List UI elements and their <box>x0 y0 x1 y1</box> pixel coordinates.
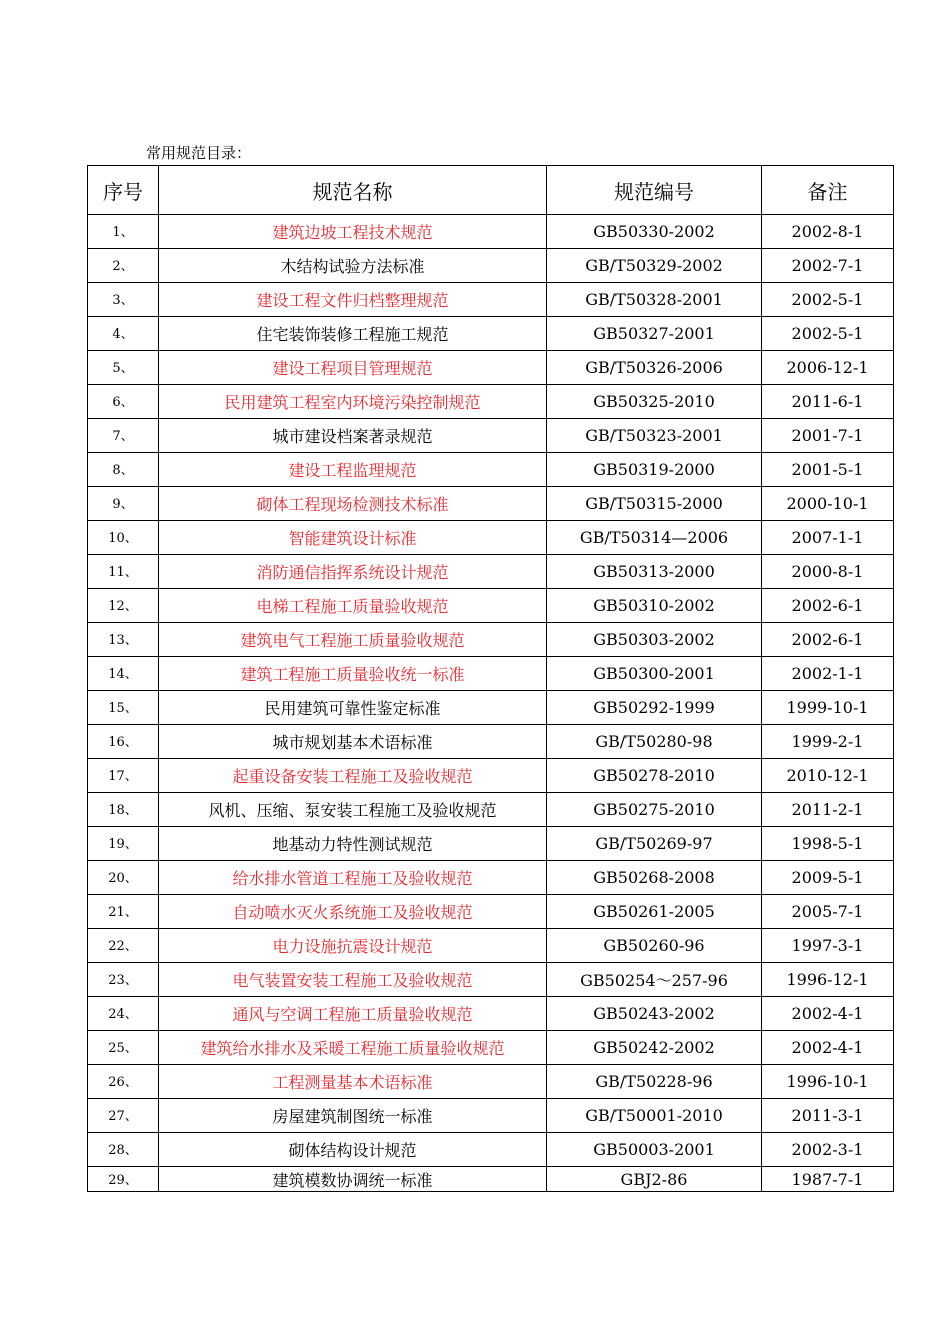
spec-name: 民用建筑工程室内环境污染控制规范 <box>159 385 547 419</box>
spec-name: 自动喷水灭火系统施工及验收规范 <box>159 895 547 929</box>
spec-code: GB50327-2001 <box>547 317 762 351</box>
row-number: 29、 <box>88 1167 159 1192</box>
spec-name: 工程测量基本术语标准 <box>159 1065 547 1099</box>
row-number: 8、 <box>88 453 159 487</box>
spec-code: GB/T50001-2010 <box>547 1099 762 1133</box>
spec-code: GB50260-96 <box>547 929 762 963</box>
spec-code: GBJ2-86 <box>547 1167 762 1192</box>
spec-note: 2002-8-1 <box>762 215 894 249</box>
spec-code: GB50303-2002 <box>547 623 762 657</box>
spec-note: 2002-6-1 <box>762 623 894 657</box>
spec-note: 2000-10-1 <box>762 487 894 521</box>
spec-note: 2002-4-1 <box>762 1031 894 1065</box>
row-number: 22、 <box>88 929 159 963</box>
spec-code: GB/T50269-97 <box>547 827 762 861</box>
spec-note: 1999-10-1 <box>762 691 894 725</box>
table-row <box>88 487 894 521</box>
row-number: 17、 <box>88 759 159 793</box>
row-number: 26、 <box>88 1065 159 1099</box>
row-number: 15、 <box>88 691 159 725</box>
spec-name: 智能建筑设计标准 <box>159 521 547 555</box>
spec-name: 房屋建筑制图统一标准 <box>159 1099 547 1133</box>
table-row <box>88 827 894 861</box>
spec-name: 住宅装饰装修工程施工规范 <box>159 317 547 351</box>
table-row <box>88 521 894 555</box>
row-number: 6、 <box>88 385 159 419</box>
spec-note: 2005-7-1 <box>762 895 894 929</box>
row-number: 28、 <box>88 1133 159 1167</box>
spec-name: 城市规划基本术语标准 <box>159 725 547 759</box>
spec-name: 木结构试验方法标准 <box>159 249 547 283</box>
spec-code: GB50330-2002 <box>547 215 762 249</box>
spec-note: 2002-5-1 <box>762 317 894 351</box>
table-row <box>88 861 894 895</box>
spec-note: 2002-6-1 <box>762 589 894 623</box>
spec-code: GB50243-2002 <box>547 997 762 1031</box>
spec-note: 2001-7-1 <box>762 419 894 453</box>
table-row <box>88 963 894 997</box>
table-row <box>88 555 894 589</box>
table-row <box>88 317 894 351</box>
spec-code: GB/T50315-2000 <box>547 487 762 521</box>
table-row <box>88 623 894 657</box>
table-row <box>88 1133 894 1167</box>
table-row <box>88 351 894 385</box>
row-number: 11、 <box>88 555 159 589</box>
row-number: 4、 <box>88 317 159 351</box>
spec-note: 2011-6-1 <box>762 385 894 419</box>
row-number: 2、 <box>88 249 159 283</box>
spec-note: 1997-3-1 <box>762 929 894 963</box>
spec-code: GB/T50323-2001 <box>547 419 762 453</box>
row-number: 27、 <box>88 1099 159 1133</box>
row-number: 5、 <box>88 351 159 385</box>
table-row <box>88 657 894 691</box>
spec-table <box>87 165 894 1192</box>
spec-code: GB50325-2010 <box>547 385 762 419</box>
spec-note: 1996-12-1 <box>762 963 894 997</box>
table-row <box>88 453 894 487</box>
spec-code: GB50003-2001 <box>547 1133 762 1167</box>
row-number: 23、 <box>88 963 159 997</box>
spec-name: 民用建筑可靠性鉴定标准 <box>159 691 547 725</box>
table-row <box>88 1031 894 1065</box>
spec-note: 2002-3-1 <box>762 1133 894 1167</box>
spec-name: 起重设备安装工程施工及验收规范 <box>159 759 547 793</box>
table-header-row <box>88 166 894 215</box>
row-number: 13、 <box>88 623 159 657</box>
header-no: 序号 <box>88 166 159 215</box>
spec-note: 2011-2-1 <box>762 793 894 827</box>
spec-name: 建筑模数协调统一标准 <box>159 1167 547 1192</box>
table-row <box>88 1167 894 1192</box>
table-row <box>88 793 894 827</box>
spec-note: 1987-7-1 <box>762 1167 894 1192</box>
spec-name: 建筑给水排水及采暖工程施工质量验收规范 <box>159 1031 547 1065</box>
spec-note: 1996-10-1 <box>762 1065 894 1099</box>
row-number: 7、 <box>88 419 159 453</box>
spec-code: GB50242-2002 <box>547 1031 762 1065</box>
spec-code: GB50254～257-96 <box>547 963 762 997</box>
spec-name: 电气装置安装工程施工及验收规范 <box>159 963 547 997</box>
table-body <box>88 215 894 1192</box>
spec-code: GB50268-2008 <box>547 861 762 895</box>
spec-note: 2002-4-1 <box>762 997 894 1031</box>
table-row <box>88 589 894 623</box>
table-row <box>88 215 894 249</box>
table-row <box>88 997 894 1031</box>
table-row <box>88 1065 894 1099</box>
spec-code: GB50319-2000 <box>547 453 762 487</box>
table-row <box>88 249 894 283</box>
row-number: 16、 <box>88 725 159 759</box>
spec-note: 2007-1-1 <box>762 521 894 555</box>
row-number: 24、 <box>88 997 159 1031</box>
spec-note: 2002-7-1 <box>762 249 894 283</box>
spec-name: 通风与空调工程施工质量验收规范 <box>159 997 547 1031</box>
spec-name: 建筑工程施工质量验收统一标准 <box>159 657 547 691</box>
spec-code: GB50300-2001 <box>547 657 762 691</box>
header-code: 规范编号 <box>547 166 762 215</box>
spec-code: GB/T50328-2001 <box>547 283 762 317</box>
spec-name: 建筑电气工程施工质量验收规范 <box>159 623 547 657</box>
table-row <box>88 419 894 453</box>
table-row <box>88 691 894 725</box>
spec-code: GB50261-2005 <box>547 895 762 929</box>
spec-name: 建设工程项目管理规范 <box>159 351 547 385</box>
spec-name: 消防通信指挥系统设计规范 <box>159 555 547 589</box>
spec-name: 电力设施抗震设计规范 <box>159 929 547 963</box>
table-row <box>88 283 894 317</box>
spec-note: 2002-5-1 <box>762 283 894 317</box>
row-number: 21、 <box>88 895 159 929</box>
spec-note: 1999-2-1 <box>762 725 894 759</box>
row-number: 20、 <box>88 861 159 895</box>
table-row <box>88 929 894 963</box>
spec-note: 2000-8-1 <box>762 555 894 589</box>
spec-name: 给水排水管道工程施工及验收规范 <box>159 861 547 895</box>
spec-code: GB/T50329-2002 <box>547 249 762 283</box>
row-number: 1、 <box>88 215 159 249</box>
table-row <box>88 895 894 929</box>
spec-code: GB50313-2000 <box>547 555 762 589</box>
spec-note: 1998-5-1 <box>762 827 894 861</box>
spec-note: 2009-5-1 <box>762 861 894 895</box>
spec-note: 2010-12-1 <box>762 759 894 793</box>
spec-name: 建设工程监理规范 <box>159 453 547 487</box>
table-row <box>88 759 894 793</box>
spec-name: 建筑边坡工程技术规范 <box>159 215 547 249</box>
spec-code: GB50310-2002 <box>547 589 762 623</box>
row-number: 18、 <box>88 793 159 827</box>
header-note: 备注 <box>762 166 894 215</box>
spec-name: 建设工程文件归档整理规范 <box>159 283 547 317</box>
spec-code: GB50278-2010 <box>547 759 762 793</box>
row-number: 9、 <box>88 487 159 521</box>
row-number: 12、 <box>88 589 159 623</box>
row-number: 14、 <box>88 657 159 691</box>
spec-name: 砌体结构设计规范 <box>159 1133 547 1167</box>
header-name: 规范名称 <box>159 166 547 215</box>
spec-code: GB50292-1999 <box>547 691 762 725</box>
spec-name: 地基动力特性测试规范 <box>159 827 547 861</box>
row-number: 3、 <box>88 283 159 317</box>
row-number: 10、 <box>88 521 159 555</box>
spec-code: GB/T50280-98 <box>547 725 762 759</box>
table-row <box>88 725 894 759</box>
spec-note: 2011-3-1 <box>762 1099 894 1133</box>
spec-code: GB/T50314—2006 <box>547 521 762 555</box>
spec-note: 2002-1-1 <box>762 657 894 691</box>
spec-code: GB/T50326-2006 <box>547 351 762 385</box>
spec-code: GB/T50228-96 <box>547 1065 762 1099</box>
spec-note: 2001-5-1 <box>762 453 894 487</box>
table-row <box>88 385 894 419</box>
page-caption: 常用规范目录： <box>146 144 252 162</box>
row-number: 25、 <box>88 1031 159 1065</box>
table-row <box>88 1099 894 1133</box>
spec-note: 2006-12-1 <box>762 351 894 385</box>
spec-name: 砌体工程现场检测技术标准 <box>159 487 547 521</box>
spec-name: 城市建设档案著录规范 <box>159 419 547 453</box>
spec-name: 风机、压缩、泵安装工程施工及验收规范 <box>159 793 547 827</box>
row-number: 19、 <box>88 827 159 861</box>
spec-name: 电梯工程施工质量验收规范 <box>159 589 547 623</box>
spec-code: GB50275-2010 <box>547 793 762 827</box>
